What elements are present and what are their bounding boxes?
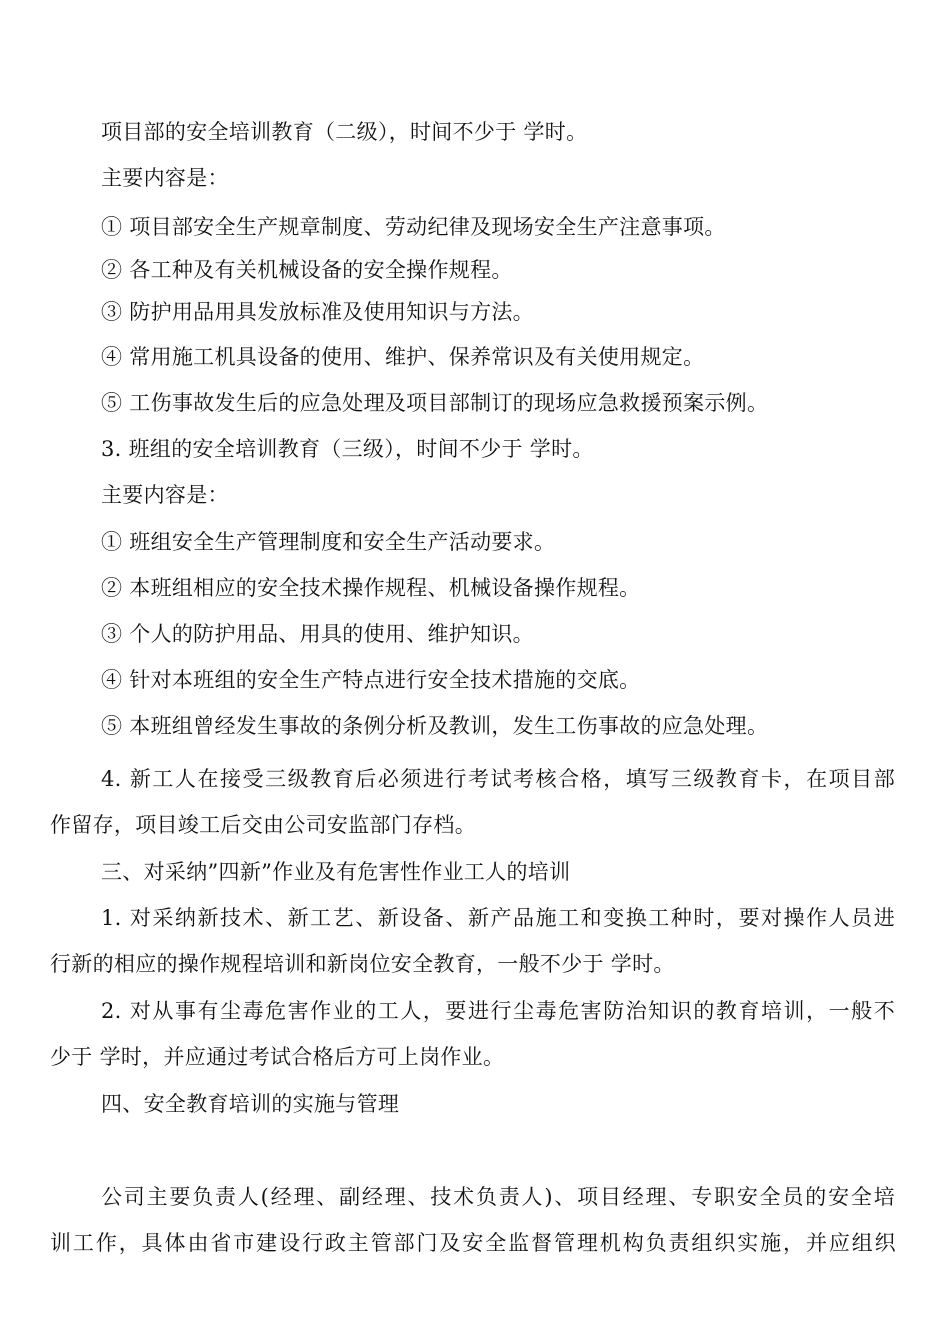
main-content-heading: 主要内容是： [101,166,229,190]
paragraph-new-worker-exam: 4. 新工人在接受三级教育后必须进行考试考核合格，填写三级教育卡，在项目部 [101,767,895,791]
list-item: ⑤ 工伤事故发生后的应急处理及项目部制订的现场应急救援预案示例。 [101,391,769,415]
paragraph-project-level-training: 项目部的安全培训教育（二级），时间不少于 学时。 [101,120,588,144]
paragraph-team-level-training: 3. 班组的安全培训教育（三级），时间不少于 学时。 [101,437,594,461]
paragraph-new-worker-exam-cont: 作留存，项目竣工后交由公司安监部门存档。 [50,813,476,837]
paragraph-responsible-persons-training-cont: 训工作，具体由省市建设行政主管部门及安全监督管理机构负责组织实施，并应组织 [50,1231,896,1255]
list-item: ③ 防护用品用具发放标准及使用知识与方法。 [101,300,534,324]
paragraph-dust-poison-training-cont: 少于 学时，并应通过考试合格后方可上岗作业。 [50,1045,505,1069]
list-item: ① 项目部安全生产规章制度、劳动纪律及现场安全生产注意事项。 [101,215,726,239]
list-item: ① 班组安全生产管理制度和安全生产活动要求。 [101,530,556,554]
list-item: ② 本班组相应的安全技术操作规程、机械设备操作规程。 [101,576,641,600]
main-content-heading: 主要内容是： [101,483,229,507]
section-heading-four: 四、安全教育培训的实施与管理 [101,1092,400,1116]
paragraph-four-new-training: 1. 对采纳新技术、新工艺、新设备、新产品施工和变换工种时，要对操作人员进 [101,906,895,930]
list-item: ② 各工种及有关机械设备的安全操作规程。 [101,258,513,282]
list-item: ④ 针对本班组的安全生产特点进行安全技术措施的交底。 [101,668,641,692]
paragraph-four-new-training-cont: 行新的相应的操作规程培训和新岗位安全教育，一般不少于 学时。 [50,952,675,976]
paragraph-responsible-persons-training: 公司主要负责人(经理、副经理、技术负责人)、项目经理、专职安全员的安全培 [101,1185,895,1209]
paragraph-dust-poison-training: 2. 对从事有尘毒危害作业的工人，要进行尘毒危害防治知识的教育培训，一般不 [101,999,895,1023]
list-item: ④ 常用施工机具设备的使用、维护、保养常识及有关使用规定。 [101,345,705,369]
section-heading-three: 三、对采纳”四新”作业及有危害性作业工人的培训 [101,860,571,884]
list-item: ⑤ 本班组曾经发生事故的条例分析及教训，发生工伤事故的应急处理。 [101,714,769,738]
list-item: ③ 个人的防护用品、用具的使用、维护知识。 [101,622,534,646]
